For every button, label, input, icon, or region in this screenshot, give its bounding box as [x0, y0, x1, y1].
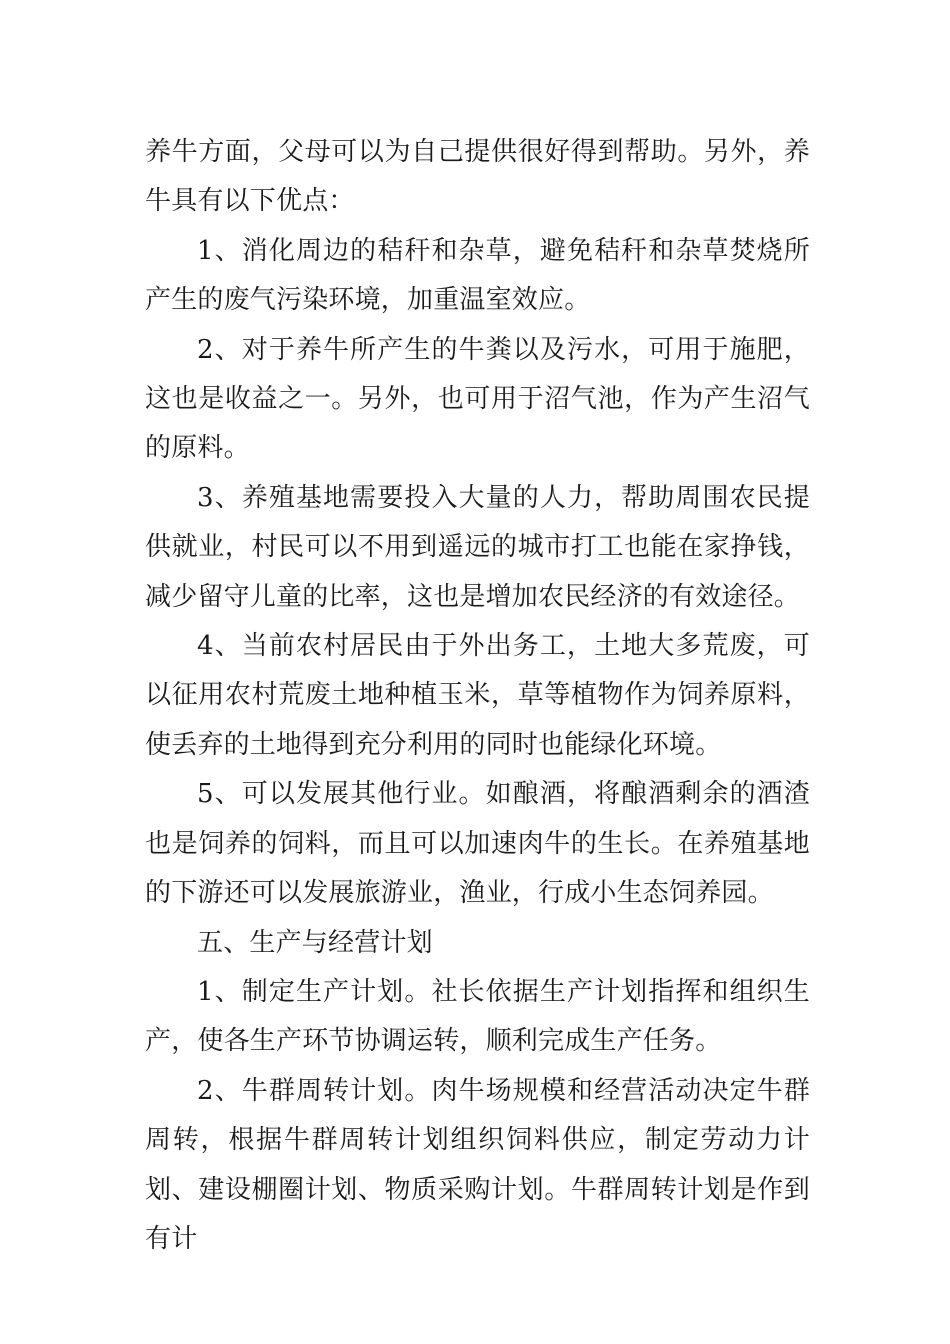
paragraph-plan-2: 2、牛群周转计划。肉牛场规模和经营活动决定牛群周转，根据牛群周转计划组织饲料供应，制定劳动力计划、建设棚圈计划、物质采购计划。牛群周转计划是作到有计 [145, 1075, 810, 1254]
section-heading: 五、生产与经营计划 [197, 927, 433, 958]
paragraph-advantage-1: 1、消化周边的秸秆和杂草，避免秸秆和杂草焚烧所产生的废气污染环境，加重温室效应。 [145, 235, 810, 316]
paragraph-advantage-2: 2、对于养牛所产生的牛粪以及污水，可用于施肥，这也是收益之一。另外，也可用于沼气池，作为产生沼气的原料。 [145, 334, 810, 464]
paragraph-advantage-4: 4、当前农村居民由于外出务工，土地大多荒废，可以征用农村荒废土地种植玉米，草等植物作为饲养原料，使丢弃的土地得到充分利用的同时也能绿化环境。 [145, 631, 810, 760]
paragraph-continuation: 养牛方面，父母可以为自己提供很好得到帮助。另外，养牛具有以下优点： [145, 137, 810, 217]
paragraph-advantage-3: 3、养殖基地需要投入大量的人力，帮助周围农民提供就业，村民可以不用到遥远的城市打工也能在家挣钱，减少留守儿童的比率，这也是增加农民经济的有效途径。 [145, 482, 810, 612]
paragraph-plan-1: 1、制定生产计划。社长依据生产计划指挥和组织生产，使各生产环节协调运转，顺利完成生产任务。 [145, 976, 810, 1057]
paragraph-advantage-5: 5、可以发展其他行业。如酿酒，将酿酒剩余的酒渣也是饲养的饲料，而且可以加速肉牛的生长。在养殖基地的下游还可以发展旅游业，渔业，行成小生态饲养园。 [145, 779, 810, 909]
document-body [145, 128, 810, 1264]
